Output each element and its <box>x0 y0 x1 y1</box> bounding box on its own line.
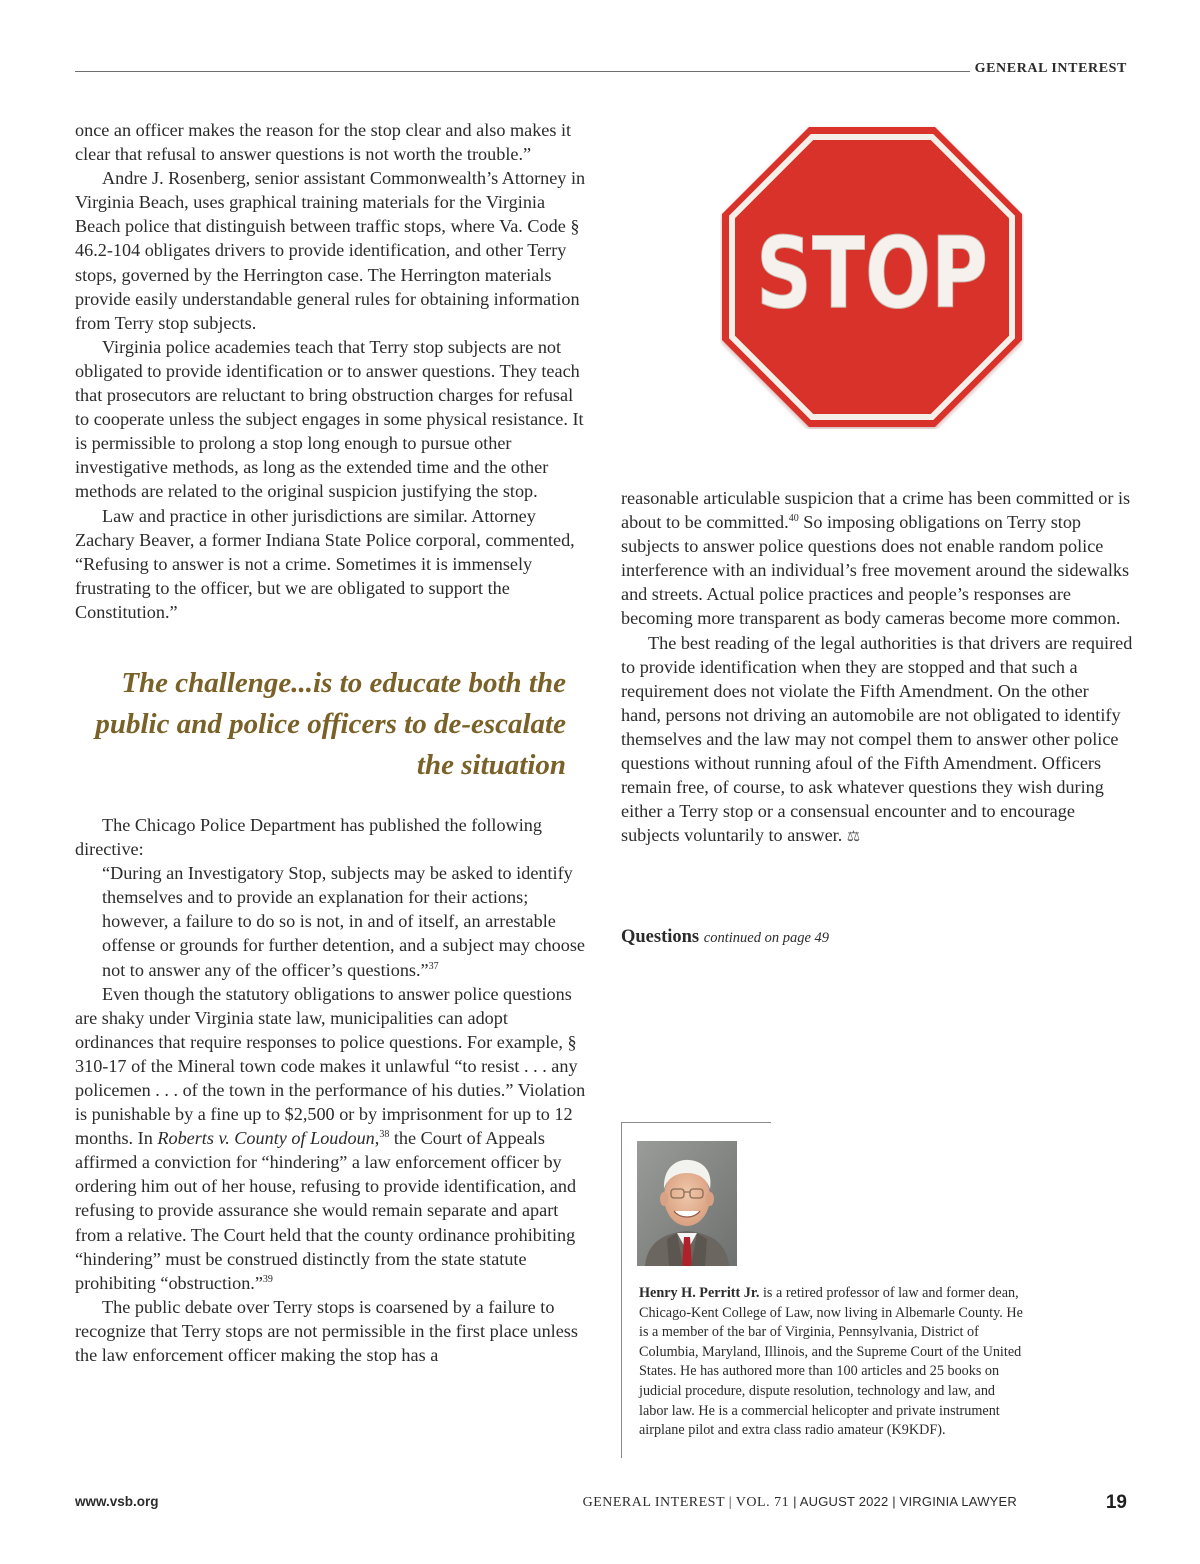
continued-label: Questions <box>621 927 700 947</box>
paragraph: once an officer makes the reason for the stop clear and also makes it clear that refusal to answer questions is not worth the trouble.” <box>75 120 572 165</box>
paragraph-text: reasonable articulable suspicion that a crime has been committed or is about to be committed. <box>621 488 1131 533</box>
footer-issue: | AUGUST 2022 | VIRGINIA LAWYER <box>793 1494 1017 1509</box>
left-column <box>75 118 587 1367</box>
quote-text: “During an Investigatory Stop, subjects may be asked to identify themselves and to provide an explanation for their actions; however, a failure to do so is not, in and of itself, an arrestable offense or grounds for further detention, and a subject may choose not to answer any of the officer’s questions.” <box>102 863 585 980</box>
paragraph-text: Even though the statutory obligations to answer police questions are shaky under Virginia state law, municipalities can adopt ordinances that require responses to police questions. For example, § 310-17 of the Mineral town code makes it unlawful “to resist . . . any policemen . . . of the town in the performance of his duties.” Violation is punishable by a fine up to $2,500 or by imprisonment for up to 12 months. In <box>75 983 586 1149</box>
paragraph <box>621 486 1133 631</box>
footer-url[interactable]: www.vsb.org <box>75 1494 159 1509</box>
footnote-ref: 40 <box>788 513 799 525</box>
bio-frame-rule <box>621 1122 622 1458</box>
footnote-ref: 37 <box>428 960 439 972</box>
section-label: GENERAL INTEREST <box>974 61 1127 76</box>
paragraph-text: the Court of Appeals affirmed a conviction for “hindering” a law enforcement officer by ordering him out of her house, refusing to provide identification, and refusing to provide assurance she would remain separate and apart from a relative. The Court held that the county ordinance prohibiting “hindering” must be construed distinctly from the state statute prohibiting “obstruction.” <box>75 1128 577 1293</box>
footnote-ref: 39 <box>262 1273 273 1285</box>
paragraph-text: So imposing obligations on Terry stop subjects to answer police questions does not enable random police interference with an individual’s free movement around the sidewalks and streets. Actual police practices and people’s responses are becoming more transparent as body cameras become more common. <box>621 512 1130 629</box>
paragraph: The public debate over Terry stops is coarsened by a failure to recognize that Terry stops are not permissible in the first place unless the law enforcement officer making the stop has a <box>75 1296 578 1366</box>
paragraph <box>75 982 587 1295</box>
author-bio-text: is a retired professor of law and former dean, Chicago-Kent College of Law, now living in Albemarle County. He is a member of the bar of Virginia, Pennsylvania, District of Columbia, Maryland, Illinois, and the Supreme Court of the United States. He has authored more than 100 articles and 25 books on judicial procedure, dispute resolution, technology and law, and labor law. He is a commercial helicopter and private instrument airplane pilot and extra class radio amateur (K9KDF). <box>639 1285 1023 1439</box>
author-name: Henry H. Perritt Jr. <box>639 1285 760 1301</box>
footnote-ref: 38 <box>379 1129 390 1141</box>
case-citation: Roberts v. County of Loudoun <box>157 1128 375 1149</box>
continued-link[interactable]: continued on page 49 <box>703 930 830 946</box>
paragraph: Andre J. Rosenberg, senior assistant Commonwealth’s Attorney in Virginia Beach, uses graphical training materials for the Virginia Beach police that distinguish between traffic stops, where Va. Code § 46.2-104 obligates drivers to provide identification, and other Terry stops, governed by the Herrington case. The Herrington materials provide easily understandable general rules for obtaining information from Terry stop subjects. <box>75 168 586 333</box>
paragraph: Law and practice in other jurisdictions are similar. Attorney Zachary Beaver, a former Indiana State Police corporal, commented, “Refusing to answer is not a crime. Sometimes it is immensely frustrating to the officer, but we are obligated to support the Constitution.” <box>75 505 575 622</box>
paragraph: The Chicago Police Department has published the following directive: <box>75 814 542 860</box>
end-mark-icon: ⚖ <box>846 827 861 846</box>
author-portrait <box>637 1141 737 1266</box>
paragraph <box>621 631 1133 849</box>
right-column <box>621 486 1133 848</box>
footer-meta <box>583 1494 1017 1511</box>
author-bio <box>639 1284 1025 1441</box>
paragraph: Virginia police academies teach that Terry stop subjects are not obligated to provide identification or to answer questions. They teach that prosecutors are reluctant to bring obstruction charges for refusal to cooperate unless the subject engages in some physical resistance. It is permissible to prolong a stop long enough to pursue other investigative methods, as long as the extended time and the other methods are related to the original suspicion justifying the stop. <box>75 336 584 502</box>
pull-quote: The challenge...is to educate both the public and police officers to de-escalate the situation <box>95 666 566 781</box>
page-number: 19 <box>1105 1492 1127 1513</box>
header-rule <box>75 71 970 72</box>
bio-frame-rule <box>621 1122 771 1123</box>
footer-section: GENERAL INTEREST | VOL. 71 <box>582 1495 794 1510</box>
block-quote <box>102 861 587 981</box>
stop-sign-image <box>720 125 1024 429</box>
paragraph-text: , <box>374 1128 380 1149</box>
stop-sign-text: STOP <box>756 217 988 331</box>
continued-notice <box>621 927 829 948</box>
paragraph-text: The best reading of the legal authorities is that drivers are required to provide identification when they are stopped and that such a requirement does not violate the Fifth Amendment. On the other hand, persons not driving an automobile are not obligated to identify themselves and the law may not compel them to answer other police questions without running afoul of the Fifth Amendment. Officers remain free, of course, to ask whatever questions they wish during either a Terry stop or a consensual encounter and to encourage subjects voluntarily to answer. <box>621 632 1133 846</box>
